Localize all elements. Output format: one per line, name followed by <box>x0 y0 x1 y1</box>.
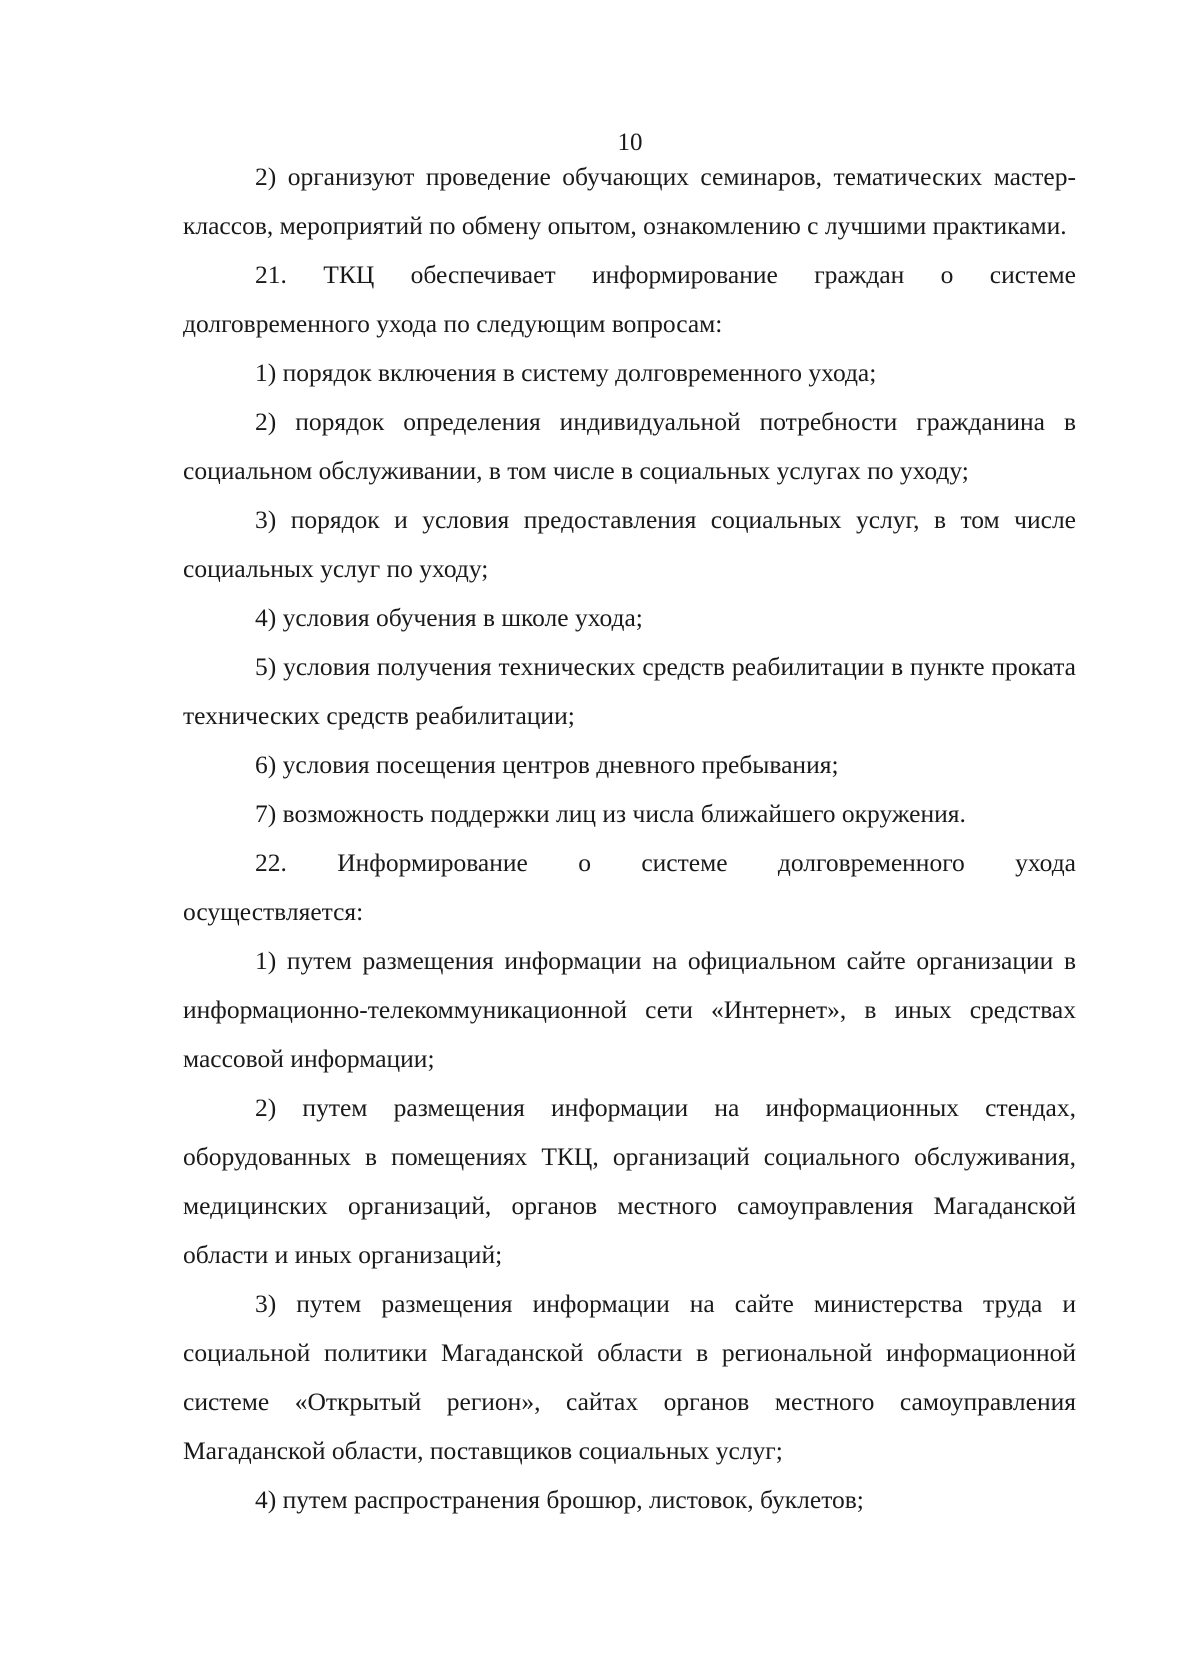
list-item-2-needs: 2) порядок определения индивидуальной потребности гражданина в социальном обслуживании, в том числе в социальных услугах по уходу; <box>183 407 1076 485</box>
method-item-3-regional-system: 3) путем размещения информации на сайте министерства труда и социальной политики Магаданской области в региональной информационной системе «Открытый регион», сайтах органов местного самоуправления Магаданской области, поставщиков социальных услуг; <box>183 1289 1076 1465</box>
paragraph-22-informing-methods: 22. Информирование о системе долговременного ухода осуществляется: <box>183 848 1076 926</box>
list-item-1-inclusion: 1) порядок включения в систему долговременного ухода; <box>255 358 877 387</box>
list-item-5-rehabilitation: 5) условия получения технических средств реабилитации в пункте проката технических средств реабилитации; <box>183 652 1076 730</box>
list-item-7-support: 7) возможность поддержки лиц из числа ближайшего окружения. <box>255 799 966 828</box>
method-item-2-stands: 2) путем размещения информации на информационных стендах, оборудованных в помещениях ТКЦ, организаций социального обслуживания, медицинских организаций, органов местного самоуправления Магаданской области и иных организаций; <box>183 1093 1076 1269</box>
method-item-1-website: 1) путем размещения информации на официальном сайте организации в информационно-телекоммуникационной сети «Интернет», в иных средствах массовой информации; <box>183 946 1076 1073</box>
paragraph-item-2-seminars: 2) организуют проведение обучающих семинаров, тематических мастер-классов, мероприятий по обмену опытом, ознакомлению с лучшими практиками. <box>183 162 1076 240</box>
paragraph-21-informing: 21. ТКЦ обеспечивает информирование граждан о системе долговременного ухода по следующим вопросам: <box>183 260 1076 338</box>
method-item-4-brochures: 4) путем распространения брошюр, листовок, буклетов; <box>255 1485 864 1514</box>
list-item-4-school: 4) условия обучения в школе ухода; <box>255 603 643 632</box>
page-number: 10 <box>617 129 643 156</box>
list-item-3-conditions: 3) порядок и условия предоставления социальных услуг, в том числе социальных услуг по уходу; <box>183 505 1076 583</box>
list-item-6-day-centers: 6) условия посещения центров дневного пребывания; <box>255 750 839 779</box>
document-body <box>183 152 1076 1524</box>
